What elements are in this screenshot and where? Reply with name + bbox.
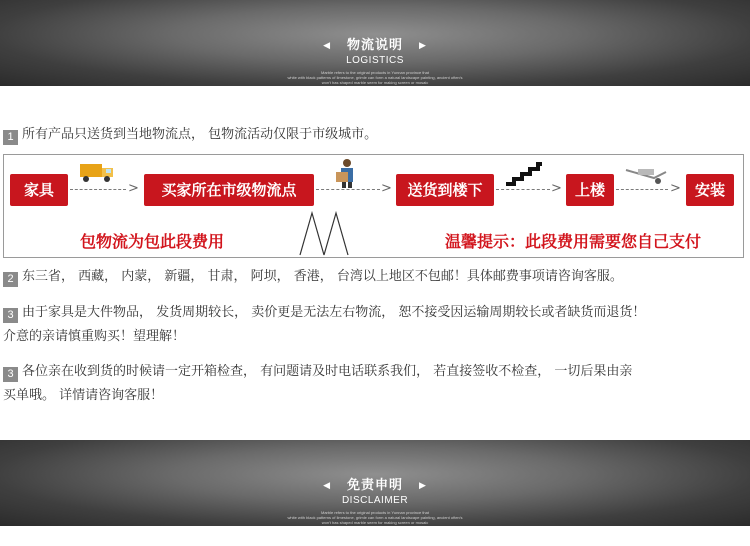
flow-step-furniture: 家具 (10, 174, 68, 206)
flow-connector (496, 189, 550, 190)
logistics-title: 物流说明 (346, 38, 403, 53)
chevron-right-icon: > (551, 181, 562, 196)
item-number-badge: 2 (3, 272, 18, 287)
bracket-arrows-icon (298, 209, 350, 257)
flow-connector (70, 189, 126, 190)
chevron-right-icon: > (128, 181, 139, 196)
item-text: 东三省， 西藏， 内蒙， 新疆， 甘肃， 阿坝， 香港， 台湾以上地区不包邮！具体邮费事项请咨询客服。 (22, 269, 623, 284)
item-number-badge: 3 (3, 367, 18, 382)
covered-segment-note: 包物流为包此段费用 (80, 232, 225, 251)
flow-connector (316, 189, 380, 190)
logistics-item-4 (3, 360, 743, 408)
fine-print-line: won't has shaped marble seem for making screen or mosaic (321, 80, 429, 85)
fine-print-line: Marble refers to the original products in Yunnan province that (321, 70, 429, 75)
item-text: 所有产品只送货到当地物流点， 包物流活动仅限于市级城市。 (22, 127, 378, 142)
fine-print-line: white with black patterns of limestone, grimle can form a natural landscape painting, ancient often's (287, 75, 463, 80)
disclaimer-banner (0, 440, 750, 526)
disclaimer-title-row (0, 474, 750, 493)
banner-fine-print (0, 70, 750, 85)
hand-truck-icon (624, 166, 668, 186)
flow-connector (616, 189, 668, 190)
flow-step-deliver-downstairs: 送货到楼下 (396, 174, 494, 206)
fine-print-line: white with black patterns of limestone, grimle can form a natural landscape painting, ancient often's (287, 515, 463, 520)
fine-print-line: Marble refers to the original products in Yunnan province that (321, 510, 429, 515)
arrow-left-icon: ◀ (323, 481, 331, 491)
item-text: 介意的亲请慎重购买！望理解！ (3, 329, 186, 344)
logistics-item-3 (3, 301, 743, 349)
delivery-worker-icon (332, 158, 362, 188)
flow-step-local-logistics-point: 买家所在市级物流点 (144, 174, 314, 206)
stairs-icon (504, 162, 544, 186)
flow-step-install: 安装 (686, 174, 734, 206)
truck-icon (78, 160, 116, 186)
disclaimer-title: 免责申明 (346, 478, 403, 493)
logistics-subtitle: LOGISTICS (346, 55, 404, 66)
fine-print-line: won't has shaped marble seem for making screen or mosaic (321, 520, 429, 525)
arrow-right-icon: ▶ (419, 41, 427, 51)
item-number-badge: 3 (3, 308, 18, 323)
item-text: 各位亲在收到货的时候请一定开箱检查， 有问题请及时电话联系我们， 若直接签收不检查， 一切后果由亲 (22, 364, 633, 379)
chevron-right-icon: > (670, 181, 681, 196)
logistics-item-1 (3, 123, 743, 147)
disclaimer-subtitle: DISCLAIMER (341, 495, 409, 506)
item-number-badge: 1 (3, 130, 18, 145)
flow-step-upstairs: 上楼 (566, 174, 614, 206)
banner-fine-print (0, 510, 750, 525)
arrow-right-icon: ▶ (419, 481, 427, 491)
arrow-left-icon: ◀ (323, 41, 331, 51)
chevron-right-icon: > (381, 181, 392, 196)
item-text: 由于家具是大件物品， 发货周期较长， 卖价更是无法左右物流， 恕不接受因运输周期较长或者缺货而退货！ (22, 305, 646, 320)
logistics-banner (0, 0, 750, 86)
self-pay-note: 温馨提示：此段费用需要您自己支付 (445, 232, 702, 251)
logistics-item-2 (3, 265, 743, 289)
logistics-title-row (0, 34, 750, 53)
item-text: 买单哦。 详情请咨询客服！ (3, 388, 164, 403)
